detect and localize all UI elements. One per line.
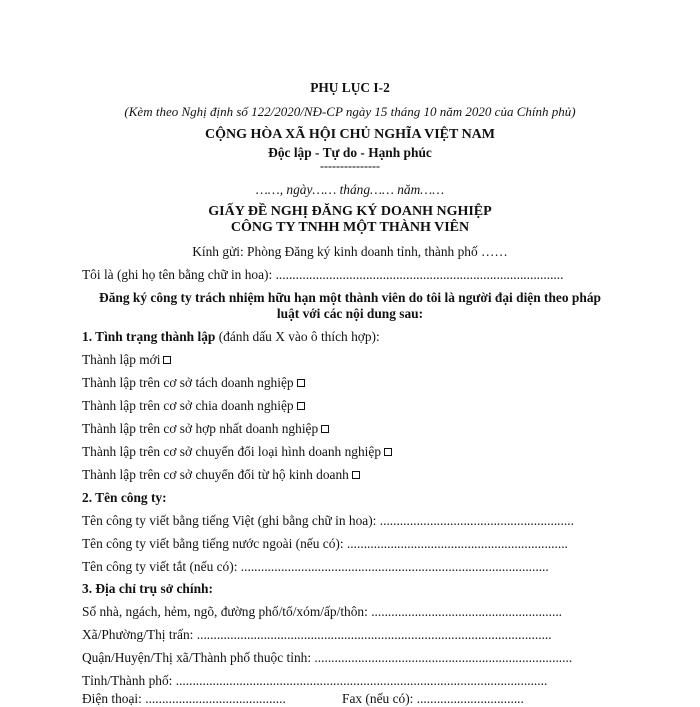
- street-address-field[interactable]: Số nhà, ngách, hẻm, ngõ, đường phố/tổ/xóm/ấp/thôn: .........................................................: [82, 604, 563, 619]
- option-new[interactable]: [82, 352, 171, 368]
- section-1-heading: [82, 329, 380, 345]
- form-title: GIẤY ĐỀ NGHỊ ĐĂNG KÝ DOANH NGHIỆP: [208, 204, 492, 219]
- checkbox[interactable]: [163, 356, 171, 364]
- header-separator: ---------------: [320, 159, 380, 173]
- company-name-abbreviation-field[interactable]: Tên công ty viết tắt (nếu có): ............................................................................................: [82, 559, 549, 574]
- option-merge[interactable]: [82, 421, 329, 437]
- option-divide[interactable]: [82, 398, 305, 414]
- option-convert-household[interactable]: [82, 467, 360, 483]
- declarant-field[interactable]: Tôi là (ghi họ tên bằng chữ in hoa): ......................................................................................: [82, 267, 564, 282]
- option-label: Thành lập trên cơ sở tách doanh nghiệp: [82, 375, 294, 390]
- ward-field[interactable]: Xã/Phường/Thị trấn: ..........................................................................................................: [82, 627, 552, 642]
- option-label: Thành lập mới: [82, 352, 161, 367]
- addressee-line: Kính gửi: Phòng Đăng ký kinh doanh tỉnh, thành phố ……: [192, 244, 508, 259]
- decree-reference: (Kèm theo Nghị định số 122/2020/NĐ-CP ngày 15 tháng 10 năm 2020 của Chính phủ): [124, 104, 576, 119]
- section-3-heading: 3. Địa chỉ trụ sở chính:: [82, 581, 213, 596]
- appendix-title: PHỤ LỤC I-2: [310, 80, 390, 95]
- checkbox[interactable]: [297, 379, 305, 387]
- country-name: CỘNG HÒA XÃ HỘI CHỦ NGHĨA VIỆT NAM: [204, 127, 495, 142]
- date-line: ……, ngày…… tháng…… năm……: [255, 182, 445, 197]
- intro-line-1: Đăng ký công ty trách nhiệm hữu hạn một thành viên do tôi là người đại diện theo pháp: [99, 290, 601, 305]
- section-1-title: 1. Tình trạng thành lập: [82, 329, 216, 344]
- fax-field[interactable]: Fax (nếu có): ................................: [342, 691, 524, 706]
- phone-field[interactable]: Điện thoại: ..........................................: [82, 691, 286, 706]
- intro-line-2: luật với các nội dung sau:: [276, 306, 424, 321]
- section-2-heading: 2. Tên công ty:: [82, 490, 167, 505]
- company-name-foreign-field[interactable]: Tên công ty viết bằng tiếng nước ngoài (nếu có): ..................................................................: [82, 536, 568, 551]
- section-1-note: (đánh dấu X vào ô thích hợp):: [215, 329, 380, 344]
- option-label: Thành lập trên cơ sở hợp nhất doanh nghiệp: [82, 421, 319, 436]
- option-convert-type[interactable]: [82, 444, 392, 460]
- checkbox[interactable]: [321, 425, 329, 433]
- form-subtitle: CÔNG TY TNHH MỘT THÀNH VIÊN: [230, 220, 470, 235]
- option-label: Thành lập trên cơ sở chuyển đổi từ hộ kinh doanh: [82, 467, 349, 482]
- checkbox[interactable]: [297, 402, 305, 410]
- company-name-vietnamese-field[interactable]: Tên công ty viết bằng tiếng Việt (ghi bằng chữ in hoa): ..........................................................: [82, 513, 574, 528]
- option-split[interactable]: [82, 375, 305, 391]
- option-label: Thành lập trên cơ sở chia doanh nghiệp: [82, 398, 294, 413]
- district-field[interactable]: Quận/Huyện/Thị xã/Thành phố thuộc tỉnh: .............................................................................: [82, 650, 573, 665]
- checkbox[interactable]: [384, 448, 392, 456]
- checkbox[interactable]: [352, 471, 360, 479]
- option-label: Thành lập trên cơ sở chuyển đổi loại hình doanh nghiệp: [82, 444, 382, 459]
- national-motto: Độc lập - Tự do - Hạnh phúc: [268, 145, 432, 160]
- province-field[interactable]: Tỉnh/Thành phố: ...............................................................................................................: [82, 673, 548, 688]
